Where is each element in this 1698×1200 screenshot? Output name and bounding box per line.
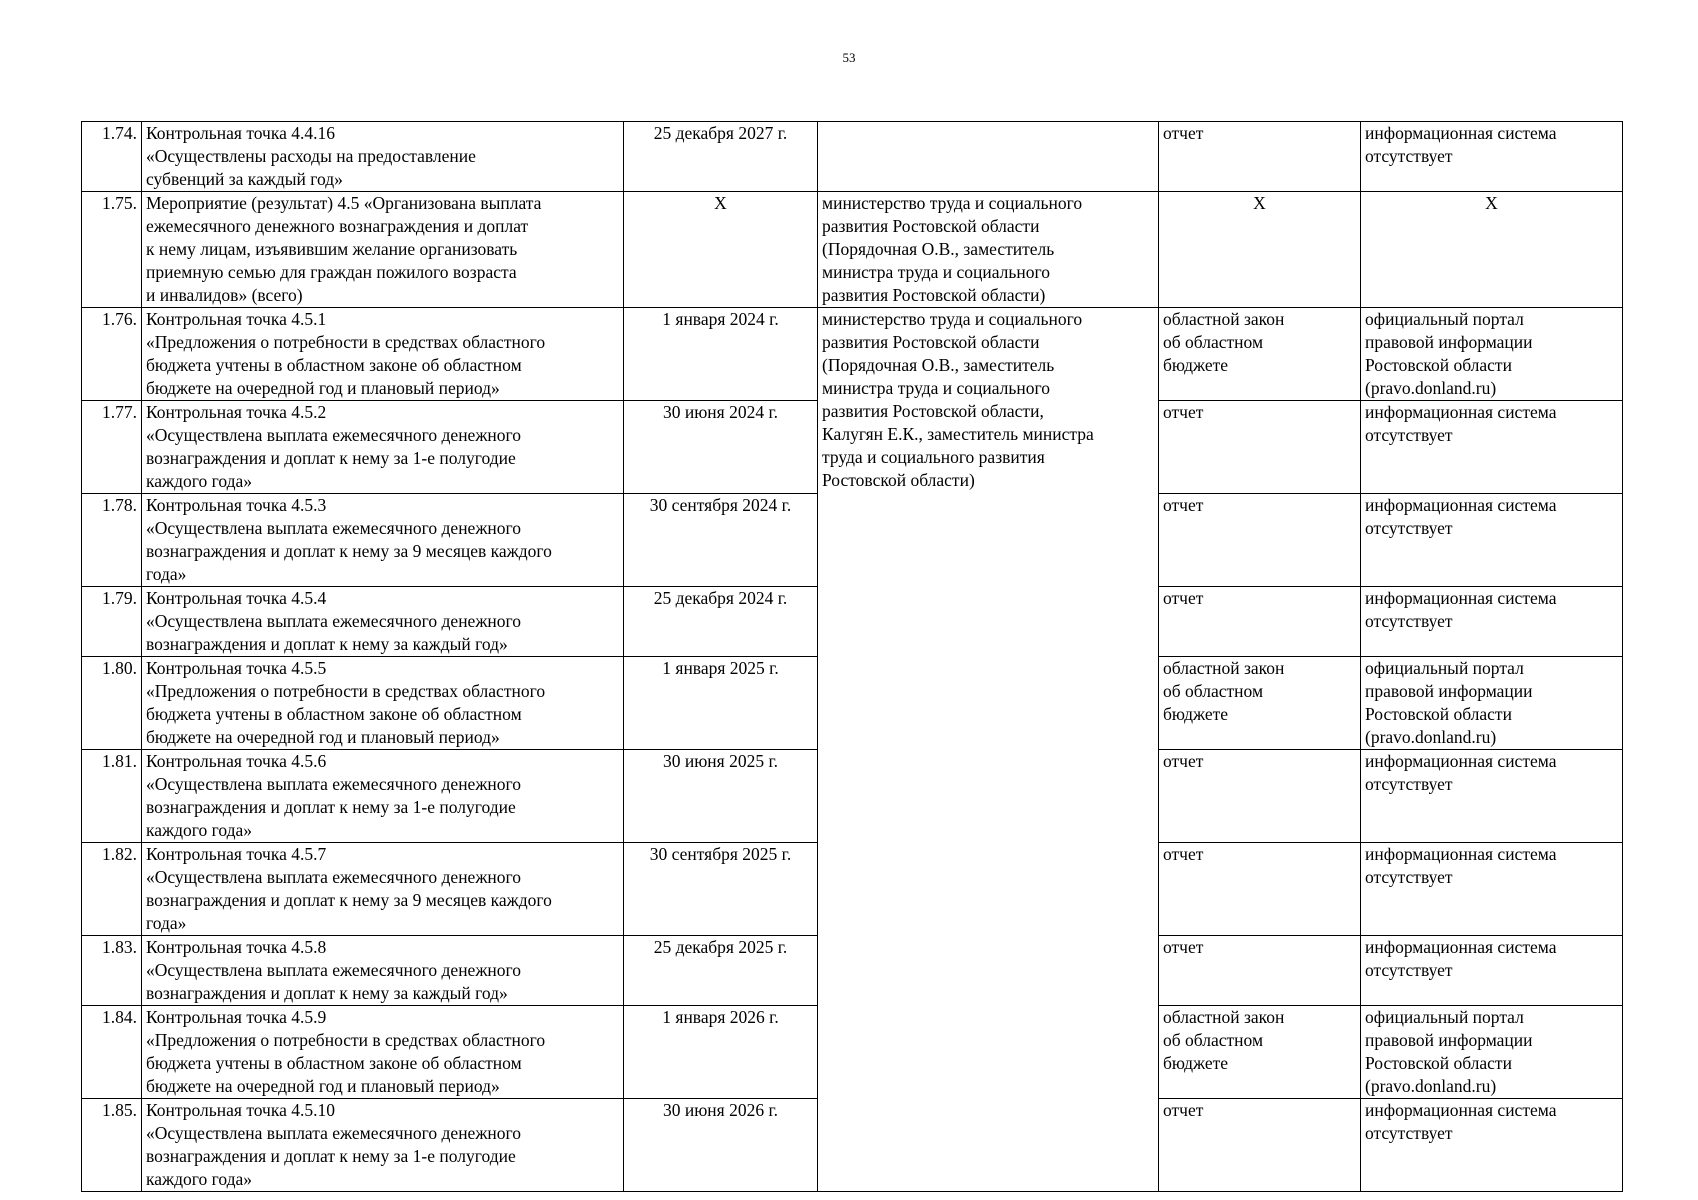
row-number: 1.83. — [82, 936, 142, 1006]
row-date: 30 июня 2024 г. — [624, 401, 818, 494]
control-points-table — [81, 121, 1623, 1192]
row-number: 1.82. — [82, 843, 142, 936]
row-system: официальный портал правовой информации Ростовской области (pravo.donland.ru) — [1361, 308, 1623, 401]
row-document: отчет — [1159, 936, 1361, 1006]
row-system: информационная система отсутствует — [1361, 122, 1623, 192]
row-number: 1.81. — [82, 750, 142, 843]
row-title: Контрольная точка 4.5.4 «Осуществлена выплата ежемесячного денежного вознаграждения и доплат к нему за каждый год» — [142, 587, 624, 657]
row-number: 1.76. — [82, 308, 142, 401]
table-row — [82, 122, 1623, 192]
row-responsible: министерство труда и социального развития Ростовской области (Порядочная О.В., заместитель министра труда и социального развития Ростовской области) — [818, 192, 1159, 308]
row-number: 1.80. — [82, 657, 142, 750]
row-title: Контрольная точка 4.5.3 «Осуществлена выплата ежемесячного денежного вознаграждения и доплат к нему за 9 месяцев каждого года» — [142, 494, 624, 587]
row-system: информационная система отсутствует — [1361, 936, 1623, 1006]
row-date: 1 января 2024 г. — [624, 308, 818, 401]
row-title: Контрольная точка 4.5.2 «Осуществлена выплата ежемесячного денежного вознаграждения и доплат к нему за 1-е полугодие каждого года» — [142, 401, 624, 494]
row-title: Мероприятие (результат) 4.5 «Организована выплата ежемесячного денежного вознаграждения и доплат к нему лицам, изъявившим желание организовать приемную семью для граждан пожилого возраста и инвалидов» (всего) — [142, 192, 624, 308]
row-system: информационная система отсутствует — [1361, 1099, 1623, 1192]
row-document: отчет — [1159, 587, 1361, 657]
row-date: 25 декабря 2024 г. — [624, 587, 818, 657]
row-number: 1.78. — [82, 494, 142, 587]
row-number: 1.77. — [82, 401, 142, 494]
row-system: информационная система отсутствует — [1361, 494, 1623, 587]
row-number: 1.74. — [82, 122, 142, 192]
row-title: Контрольная точка 4.5.5 «Предложения о потребности в средствах областного бюджета учтены в областном законе об областном бюджете на очередной год и плановый период» — [142, 657, 624, 750]
row-title: Контрольная точка 4.5.10 «Осуществлена выплата ежемесячного денежного вознаграждения и доплат к нему за 1-е полугодие каждого года» — [142, 1099, 624, 1192]
row-system: официальный портал правовой информации Ростовской области (pravo.donland.ru) — [1361, 657, 1623, 750]
row-system: информационная система отсутствует — [1361, 401, 1623, 494]
row-system: X — [1361, 192, 1623, 308]
row-number: 1.84. — [82, 1006, 142, 1099]
row-document: отчет — [1159, 401, 1361, 494]
row-document: областной закон об областном бюджете — [1159, 657, 1361, 750]
row-system: официальный портал правовой информации Ростовской области (pravo.donland.ru) — [1361, 1006, 1623, 1099]
row-document: отчет — [1159, 122, 1361, 192]
row-document: отчет — [1159, 750, 1361, 843]
row-title: Контрольная точка 4.5.1 «Предложения о потребности в средствах областного бюджета учтены в областном законе об областном бюджете на очередной год и плановый период» — [142, 308, 624, 401]
row-date: 30 июня 2025 г. — [624, 750, 818, 843]
merged-responsible-cell: министерство труда и социального развития Ростовской области (Порядочная О.В., заместитель министра труда и социального развития Ростовской области, Калугян Е.К., заместитель министра труда и социального развития Ростовской области) — [818, 308, 1159, 1192]
row-title: Контрольная точка 4.5.6 «Осуществлена выплата ежемесячного денежного вознаграждения и доплат к нему за 1-е полугодие каждого года» — [142, 750, 624, 843]
row-document: отчет — [1159, 843, 1361, 936]
row-date: 25 декабря 2027 г. — [624, 122, 818, 192]
row-number: 1.79. — [82, 587, 142, 657]
row-number: 1.75. — [82, 192, 142, 308]
table-row — [82, 308, 1623, 401]
row-system: информационная система отсутствует — [1361, 587, 1623, 657]
row-document: отчет — [1159, 494, 1361, 587]
row-date: 30 сентября 2025 г. — [624, 843, 818, 936]
row-system: информационная система отсутствует — [1361, 750, 1623, 843]
row-date: 25 декабря 2025 г. — [624, 936, 818, 1006]
row-date: 30 июня 2026 г. — [624, 1099, 818, 1192]
row-title: Контрольная точка 4.5.7 «Осуществлена выплата ежемесячного денежного вознаграждения и доплат к нему за 9 месяцев каждого года» — [142, 843, 624, 936]
row-date: 1 января 2026 г. — [624, 1006, 818, 1099]
page-number: 53 — [842, 50, 856, 65]
row-document: областной закон об областном бюджете — [1159, 308, 1361, 401]
row-document: X — [1159, 192, 1361, 308]
row-system: информационная система отсутствует — [1361, 843, 1623, 936]
row-date: 30 сентября 2024 г. — [624, 494, 818, 587]
table-row — [82, 192, 1623, 308]
row-document: областной закон об областном бюджете — [1159, 1006, 1361, 1099]
row-responsible — [818, 122, 1159, 192]
row-title: Контрольная точка 4.5.8 «Осуществлена выплата ежемесячного денежного вознаграждения и доплат к нему за каждый год» — [142, 936, 624, 1006]
row-document: отчет — [1159, 1099, 1361, 1192]
row-title: Контрольная точка 4.5.9 «Предложения о потребности в средствах областного бюджета учтены в областном законе об областном бюджете на очередной год и плановый период» — [142, 1006, 624, 1099]
row-date: 1 января 2025 г. — [624, 657, 818, 750]
row-title: Контрольная точка 4.4.16 «Осуществлены расходы на предоставление субвенций за каждый год» — [142, 122, 624, 192]
row-date: X — [624, 192, 818, 308]
row-number: 1.85. — [82, 1099, 142, 1192]
